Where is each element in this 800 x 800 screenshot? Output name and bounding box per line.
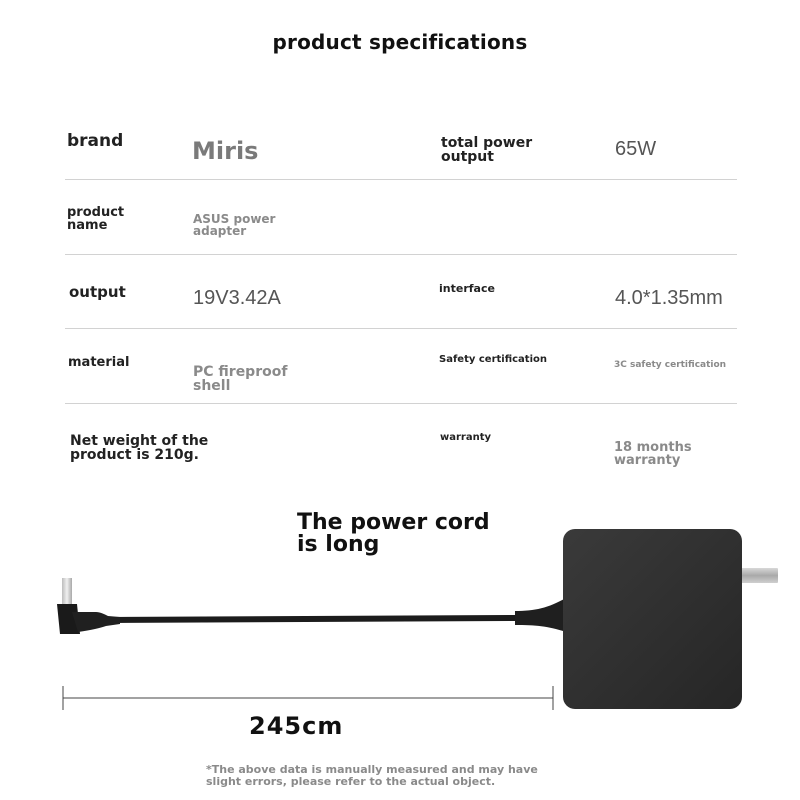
material-label: material: [68, 355, 130, 370]
net-weight-text: Net weight of the product is 210g.: [70, 433, 209, 463]
page-title: product specifications: [272, 30, 528, 54]
adapter-body: [563, 529, 742, 709]
product-name-label: product name: [67, 205, 125, 233]
dc-plug-neck: [72, 612, 120, 632]
warranty-label: warranty: [440, 432, 492, 443]
safety-value: 3C safety certification: [614, 360, 727, 370]
brand-label: brand: [67, 131, 124, 151]
strain-relief: [515, 598, 566, 632]
interface-value: 4.0*1.35mm: [615, 287, 723, 309]
brand-value: Miris: [192, 137, 259, 165]
product-name-value: ASUS power adapter: [193, 212, 276, 238]
warranty-value: 18 months warranty: [614, 440, 692, 468]
cord-caption: The power cord is long: [297, 510, 490, 557]
material-value: PC fireproof shell: [193, 364, 288, 394]
output-label: output: [69, 283, 126, 301]
total-power-label: total power output: [441, 135, 533, 165]
cable: [112, 618, 520, 620]
output-value: 19V3.42A: [193, 287, 281, 309]
cord-length: 245cm: [249, 712, 344, 740]
dc-tip: [62, 578, 72, 608]
total-power-value: 65W: [615, 138, 657, 160]
disclaimer-note: *The above data is manually measured and may have slight errors, please refer to the actual object.: [206, 763, 538, 789]
safety-label: Safety certification: [439, 354, 547, 365]
interface-label: interface: [439, 282, 495, 295]
plug-pin: [740, 568, 778, 583]
